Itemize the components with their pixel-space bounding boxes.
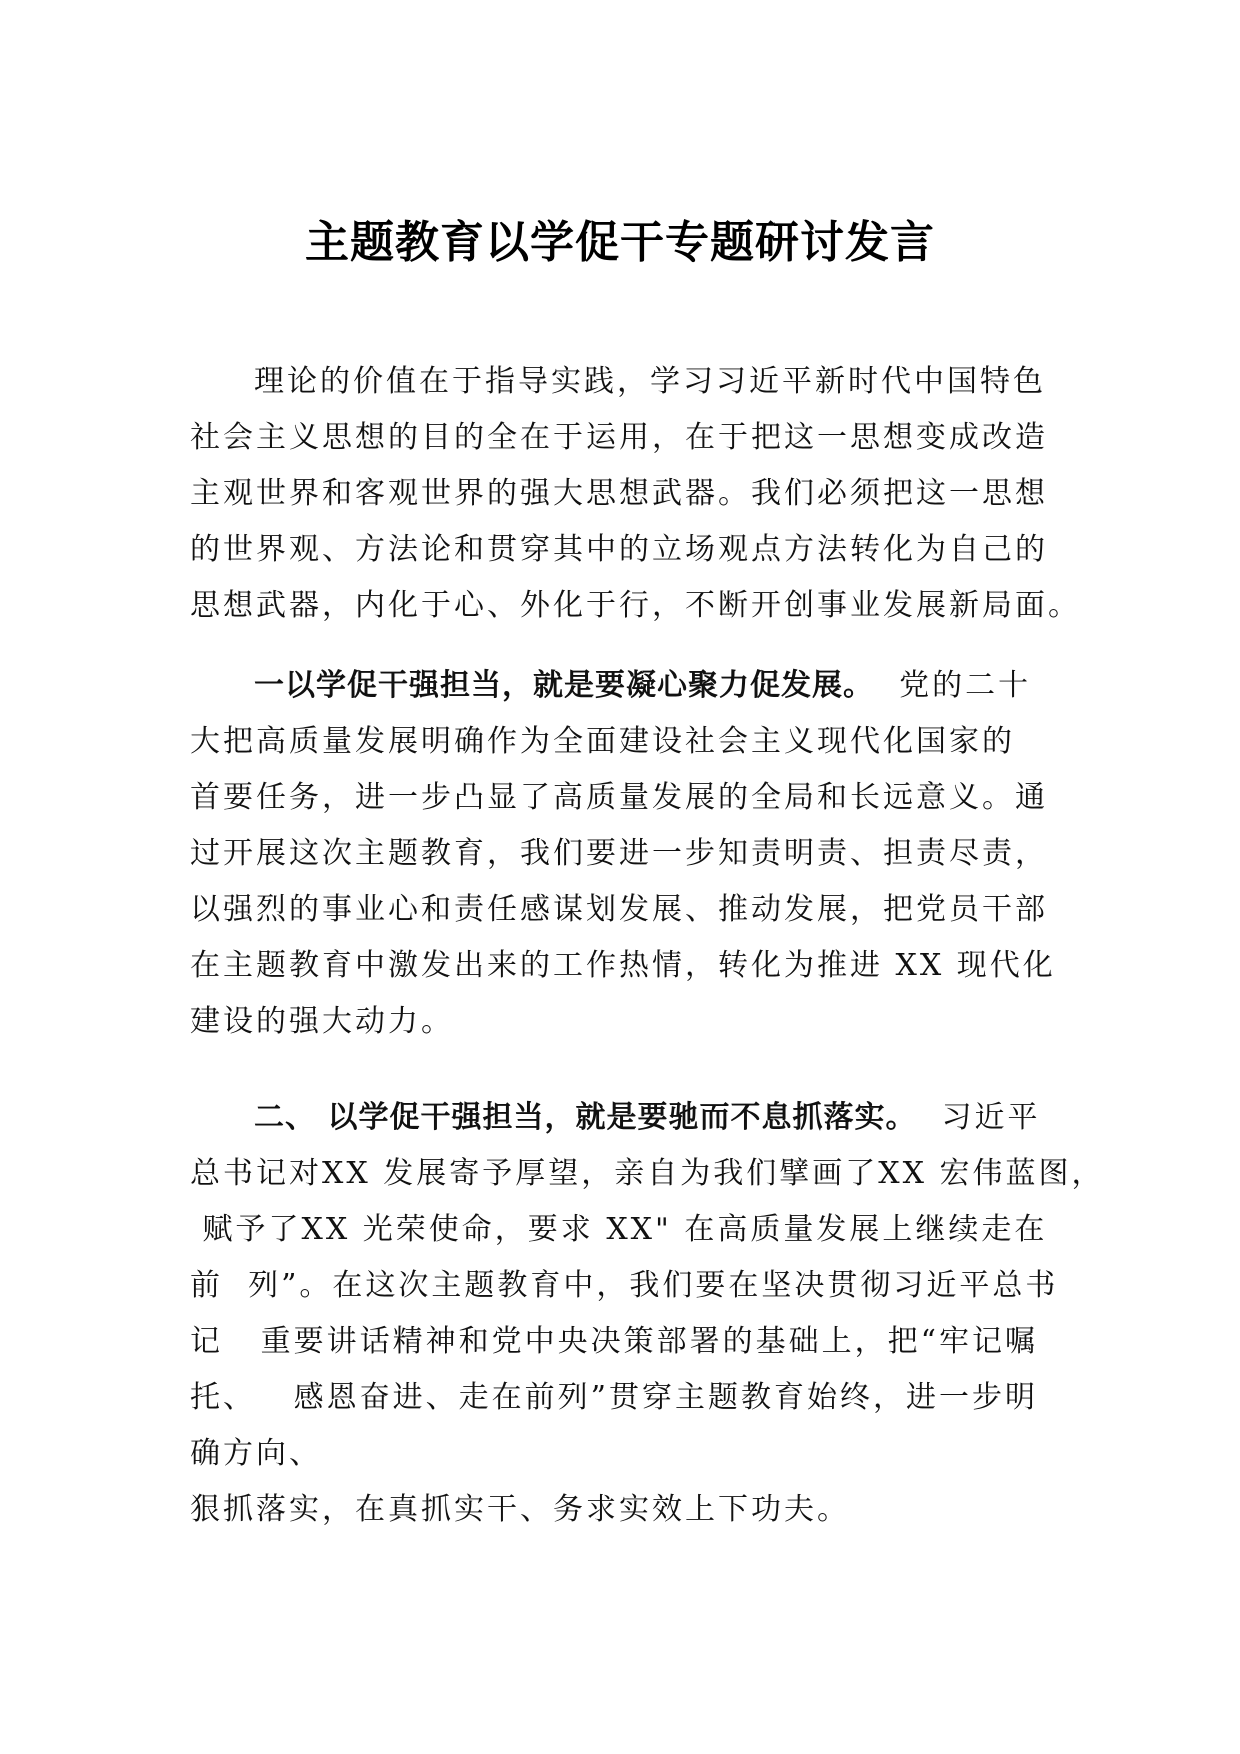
paragraph-line: 理论的价值在于指导实践，学习习近平新时代中国特色 [254, 364, 1046, 399]
document-body [190, 354, 1105, 1538]
paragraph-line: 记 重要讲话精神和党中央决策部署的基础上，把“牢记嘱 [190, 1324, 1038, 1359]
paragraph-line: 总书记对XX 发展寄予厚望，亲自为我们擘画了XX 宏伟蓝图， [190, 1156, 1105, 1191]
paragraph-section-two-cont [190, 1146, 1105, 1538]
paragraph-intro [190, 354, 1050, 410]
paragraph-text: 党的二十 [874, 668, 1032, 703]
paragraph-line: 狠抓落实，在真抓实干、务求实效上下功夫。 [190, 1492, 850, 1527]
paragraph-line: 托、 感恩奋进、走在前列”贯穿主题教育始终，进一步明 [190, 1380, 1038, 1415]
paragraph-section-one [190, 658, 1050, 714]
paragraph-line: 过开展这次主题教育，我们要进一步知责明责、担责尽责， [190, 836, 1048, 871]
paragraph-line: 在主题教育中激发出来的工作热情，转化为推进 XX 现代化 [190, 948, 1056, 983]
paragraph-section-two [190, 1090, 1050, 1146]
paragraph-line: 主观世界和客观世界的强大思想武器。我们必须把这一思想 [190, 476, 1048, 511]
paragraph-line: 思想武器，内化于心、外化于行，不断开创事业发展新局面。 [190, 588, 1081, 623]
paragraph-section-one-cont [190, 714, 1056, 1050]
section-two-heading: 二、 以学促干强担当，就是要驰而不息抓落实。 [254, 1100, 917, 1135]
paragraph-line: 的世界观、方法论和贯穿其中的立场观点方法转化为自己的 [190, 532, 1048, 567]
paragraph-intro-cont [190, 410, 1081, 634]
paragraph-line: 社会主义思想的目的全在于运用，在于把这一思想变成改造 [190, 420, 1048, 455]
paragraph-line: 前 列”。在这次主题教育中，我们要在坚决贯彻习近平总书 [190, 1268, 1059, 1303]
paragraph-text: 习近平 [916, 1100, 1041, 1135]
paragraph-first-line [254, 1090, 1050, 1146]
paragraph-line: 首要任务，进一步凸显了高质量发展的全局和长远意义。通 [190, 780, 1048, 815]
document-title: 主题教育以学促干专题研讨发言 [305, 217, 935, 268]
section-one-heading: 一以学促干强担当，就是要凝心聚力促发展。 [254, 668, 874, 703]
paragraph-line: 建设的强大动力。 [190, 1004, 454, 1039]
paragraph-line: 大把高质量发展明确作为全面建设社会主义现代化国家的 [190, 724, 1015, 759]
paragraph-line: 确方向、 [190, 1436, 322, 1471]
paragraph-first-line [254, 658, 1050, 714]
paragraph-line: 赋予了XX 光荣使命，要求 XX" 在高质量发展上继续走在 [190, 1212, 1048, 1247]
paragraph-line: 以强烈的事业心和责任感谋划发展、推动发展，把党员干部 [190, 892, 1048, 927]
